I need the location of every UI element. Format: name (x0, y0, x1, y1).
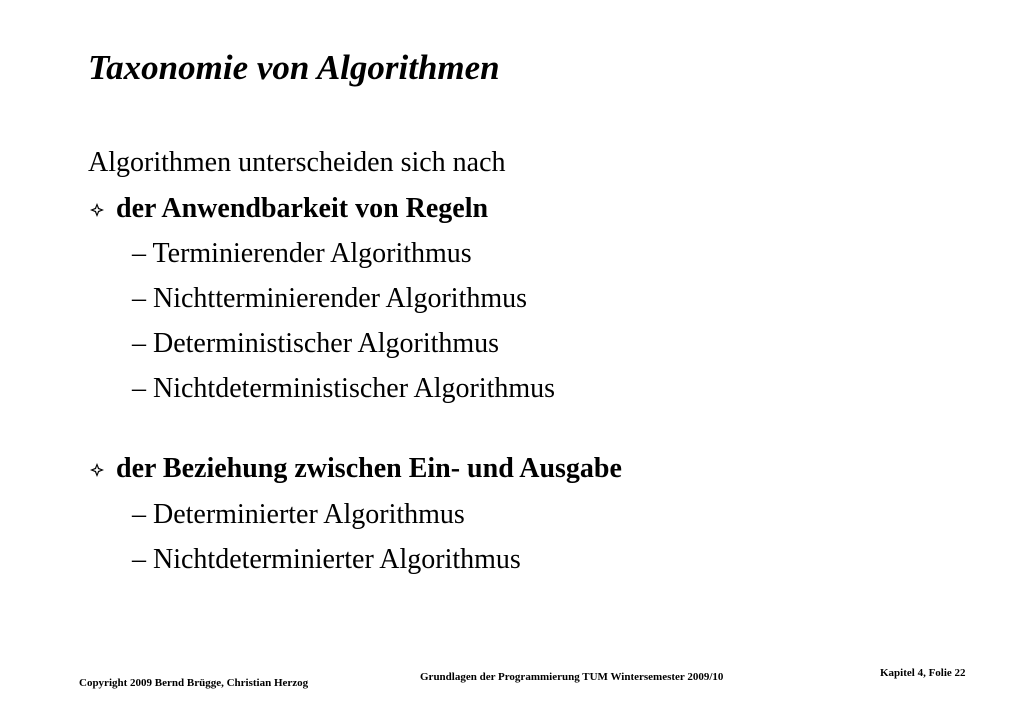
section-heading-1-label: der Anwendbarkeit von Regeln (116, 193, 489, 224)
footer-page-number: Kapitel 4, Folie 22 (880, 667, 966, 679)
footer-copyright: Copyright 2009 Bernd Brügge, Christian Herzog (79, 677, 309, 689)
section-heading-2-label: der Beziehung zwischen Ein- und Ausgabe (116, 453, 622, 484)
list-item: – Nichtterminierender Algorithmus (132, 283, 528, 314)
list-item: – Nichtdeterminierter Algorithmus (132, 544, 521, 575)
list-item: – Determinierter Algorithmus (132, 499, 465, 530)
list-item: – Deterministischer Algorithmus (132, 328, 500, 359)
four-diamond-bullet-icon (90, 203, 104, 217)
list-item: – Nichtdeterministischer Algorithmus (132, 373, 556, 404)
list-item: – Terminierender Algorithmus (132, 238, 472, 269)
section-heading-2 (90, 452, 622, 486)
intro-text: Algorithmen unterscheiden sich nach (88, 147, 506, 178)
section-heading-1 (90, 192, 488, 226)
footer-course: Grundlagen der Programmierung TUM Wintersemester 2009/10 (420, 671, 724, 683)
four-diamond-bullet-icon (90, 463, 104, 477)
slide-title: Taxonomie von Algorithmen (88, 48, 500, 87)
